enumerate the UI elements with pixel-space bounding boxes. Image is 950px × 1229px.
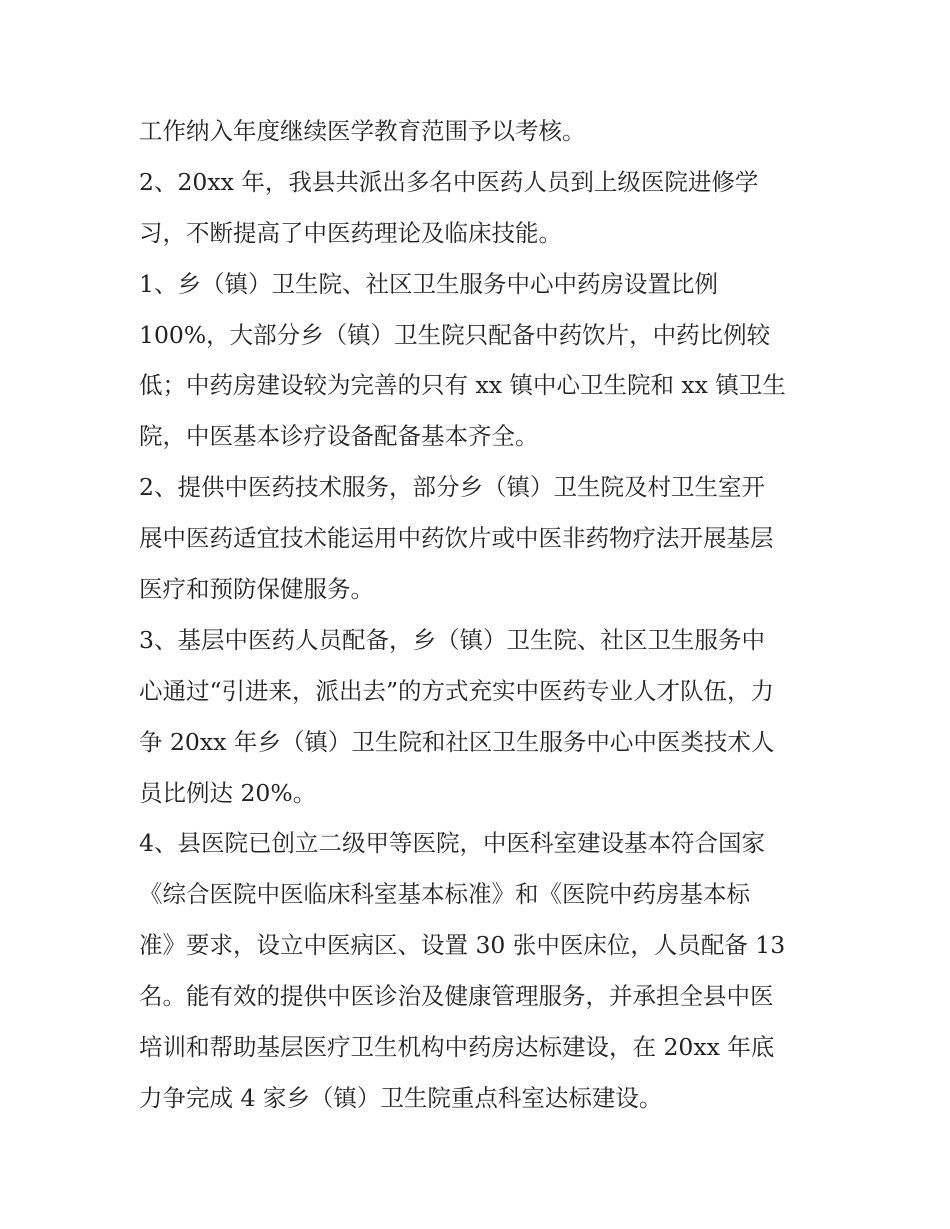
text-line: 100%，大部分乡（镇）卫生院只配备中药饮片，中药比例较 bbox=[139, 320, 771, 349]
text-line: 争 20xx 年乡（镇）卫生院和社区卫生服务中心中医类技术人 bbox=[139, 727, 775, 756]
text-line: 员比例达 20%。 bbox=[139, 778, 317, 807]
text-line: 4、县医院已创立二级甲等医院，中医科室建设基本符合国家 bbox=[139, 829, 765, 858]
text-line: 名。能有效的提供中医诊治及健康管理服务，并承担全县中医 bbox=[139, 982, 774, 1011]
text-line: 《综合医院中医临床科室基本标准》和《医院中药房基本标 bbox=[139, 880, 750, 909]
text-line: 院，中医基本诊疗设备配备基本齐全。 bbox=[139, 422, 539, 451]
text-line: 2、20xx 年，我县共派出多名中医药人员到上级医院进修学 bbox=[139, 167, 759, 196]
text-line: 2、提供中医药技术服务，部分乡（镇）卫生院及村卫生室开 bbox=[139, 473, 765, 502]
text-line: 3、基层中医药人员配备，乡（镇）卫生院、社区卫生服务中 bbox=[139, 625, 765, 654]
text-line: 力争完成 4 家乡（镇）卫生院重点科室达标建设。 bbox=[139, 1083, 663, 1112]
text-line: 低；中药房建设较为完善的只有 xx 镇中心卫生院和 xx 镇卫生 bbox=[139, 371, 786, 400]
text-line: 准》要求，设立中医病区、设置 30 张中医床位，人员配备 13 bbox=[139, 931, 786, 960]
text-line: 医疗和预防保健服务。 bbox=[139, 575, 374, 604]
text-line: 习，不断提高了中医药理论及临床技能。 bbox=[139, 218, 562, 247]
text-line: 1、乡（镇）卫生院、社区卫生服务中心中药房设置比例 bbox=[139, 269, 718, 298]
text-line: 展中医药适宜技术能运用中药饮片或中医非药物疗法开展基层 bbox=[139, 524, 774, 553]
text-line: 工作纳入年度继续医学教育范围予以考核。 bbox=[139, 117, 586, 145]
text-line: 心通过“引进来，派出去”的方式充实中医药专业人才队伍，力 bbox=[139, 676, 775, 705]
text-line: 培训和帮助基层医疗卫生机构中药房达标建设，在 20xx 年底 bbox=[139, 1033, 775, 1062]
body-text bbox=[139, 106, 829, 1124]
